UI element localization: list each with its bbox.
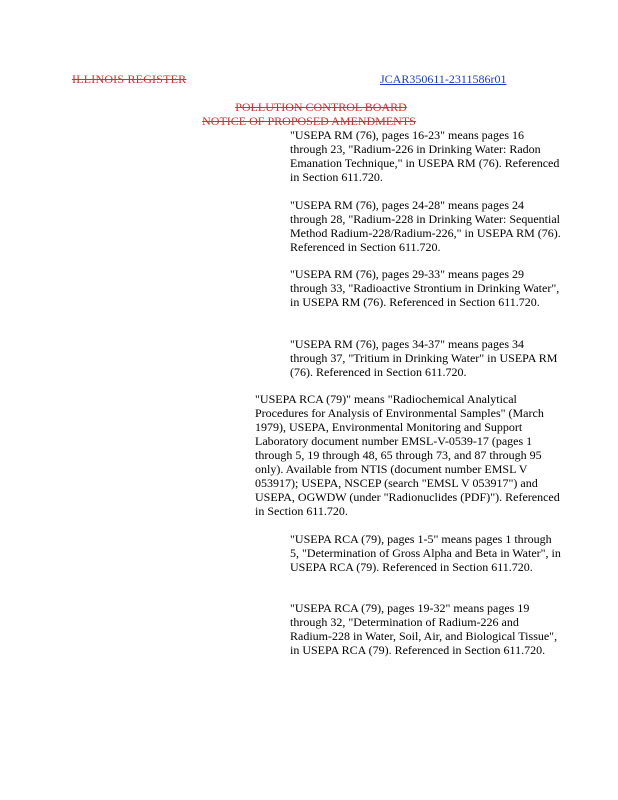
definition-paragraph: "USEPA RCA (79)" means "Radiochemical Analytical Procedures for Analysis of Environmental Samples" (March 1979), USEPA, Environmental Monitoring and Support Laboratory document number EMSL-V-0539-17 (pages 1 through 5, 19 through 48, 65 through 73, and 87 through 95 only). Available from NTIS (document number EMSL V 053917); USEPA, NSCEP (search "EMSL V 053917") and USEPA, OGWDW (under "Radionuclides (PDF)"). Referenced in Section 611.720. xyxy=(255,392,560,518)
definition-paragraph: "USEPA RM (76), pages 24-28" means pages 24 through 28, "Radium-228 in Drinking Water: Sequential Method Radium-228/Radium-226," in USEPA RM (76). Referenced in Section 611.720. xyxy=(290,198,561,254)
definition-paragraph: "USEPA RCA (79), pages 1-5" means pages 1 through 5, "Determination of Gross Alpha and Beta in Water", in USEPA RCA (79). Referenced in Section 611.720. xyxy=(290,532,561,574)
definition-paragraph: "USEPA RM (76), pages 29-33" means pages 29 through 33, "Radioactive Strontium in Drinking Water", in USEPA RM (76). Referenced in Section 611.720. xyxy=(290,267,560,309)
definition-paragraph: "USEPA RM (76), pages 34-37" means pages 34 through 37, "Tritium in Drinking Water" in USEPA RM (76). Referenced in Section 611.720. xyxy=(290,337,558,379)
notice-title: NOTICE OF PROPOSED AMENDMENTS xyxy=(202,114,416,128)
document-number: JCAR350611-2311586r01 xyxy=(380,72,507,86)
register-header: ILLINOIS REGISTER xyxy=(72,72,187,86)
definition-paragraph: "USEPA RM (76), pages 16-23" means pages 16 through 23, "Radium-226 in Drinking Water: Radon Emanation Technique," in USEPA RM (76). Referenced in Section 611.720. xyxy=(290,128,560,184)
definition-paragraph: "USEPA RCA (79), pages 19-32" means pages 19 through 32, "Determination of Radium-226 and Radium-228 in Water, Soil, Air, and Biological Tissue", in USEPA RCA (79). Referenced in Section 611.720. xyxy=(290,601,558,657)
agency-title: POLLUTION CONTROL BOARD xyxy=(235,100,407,114)
